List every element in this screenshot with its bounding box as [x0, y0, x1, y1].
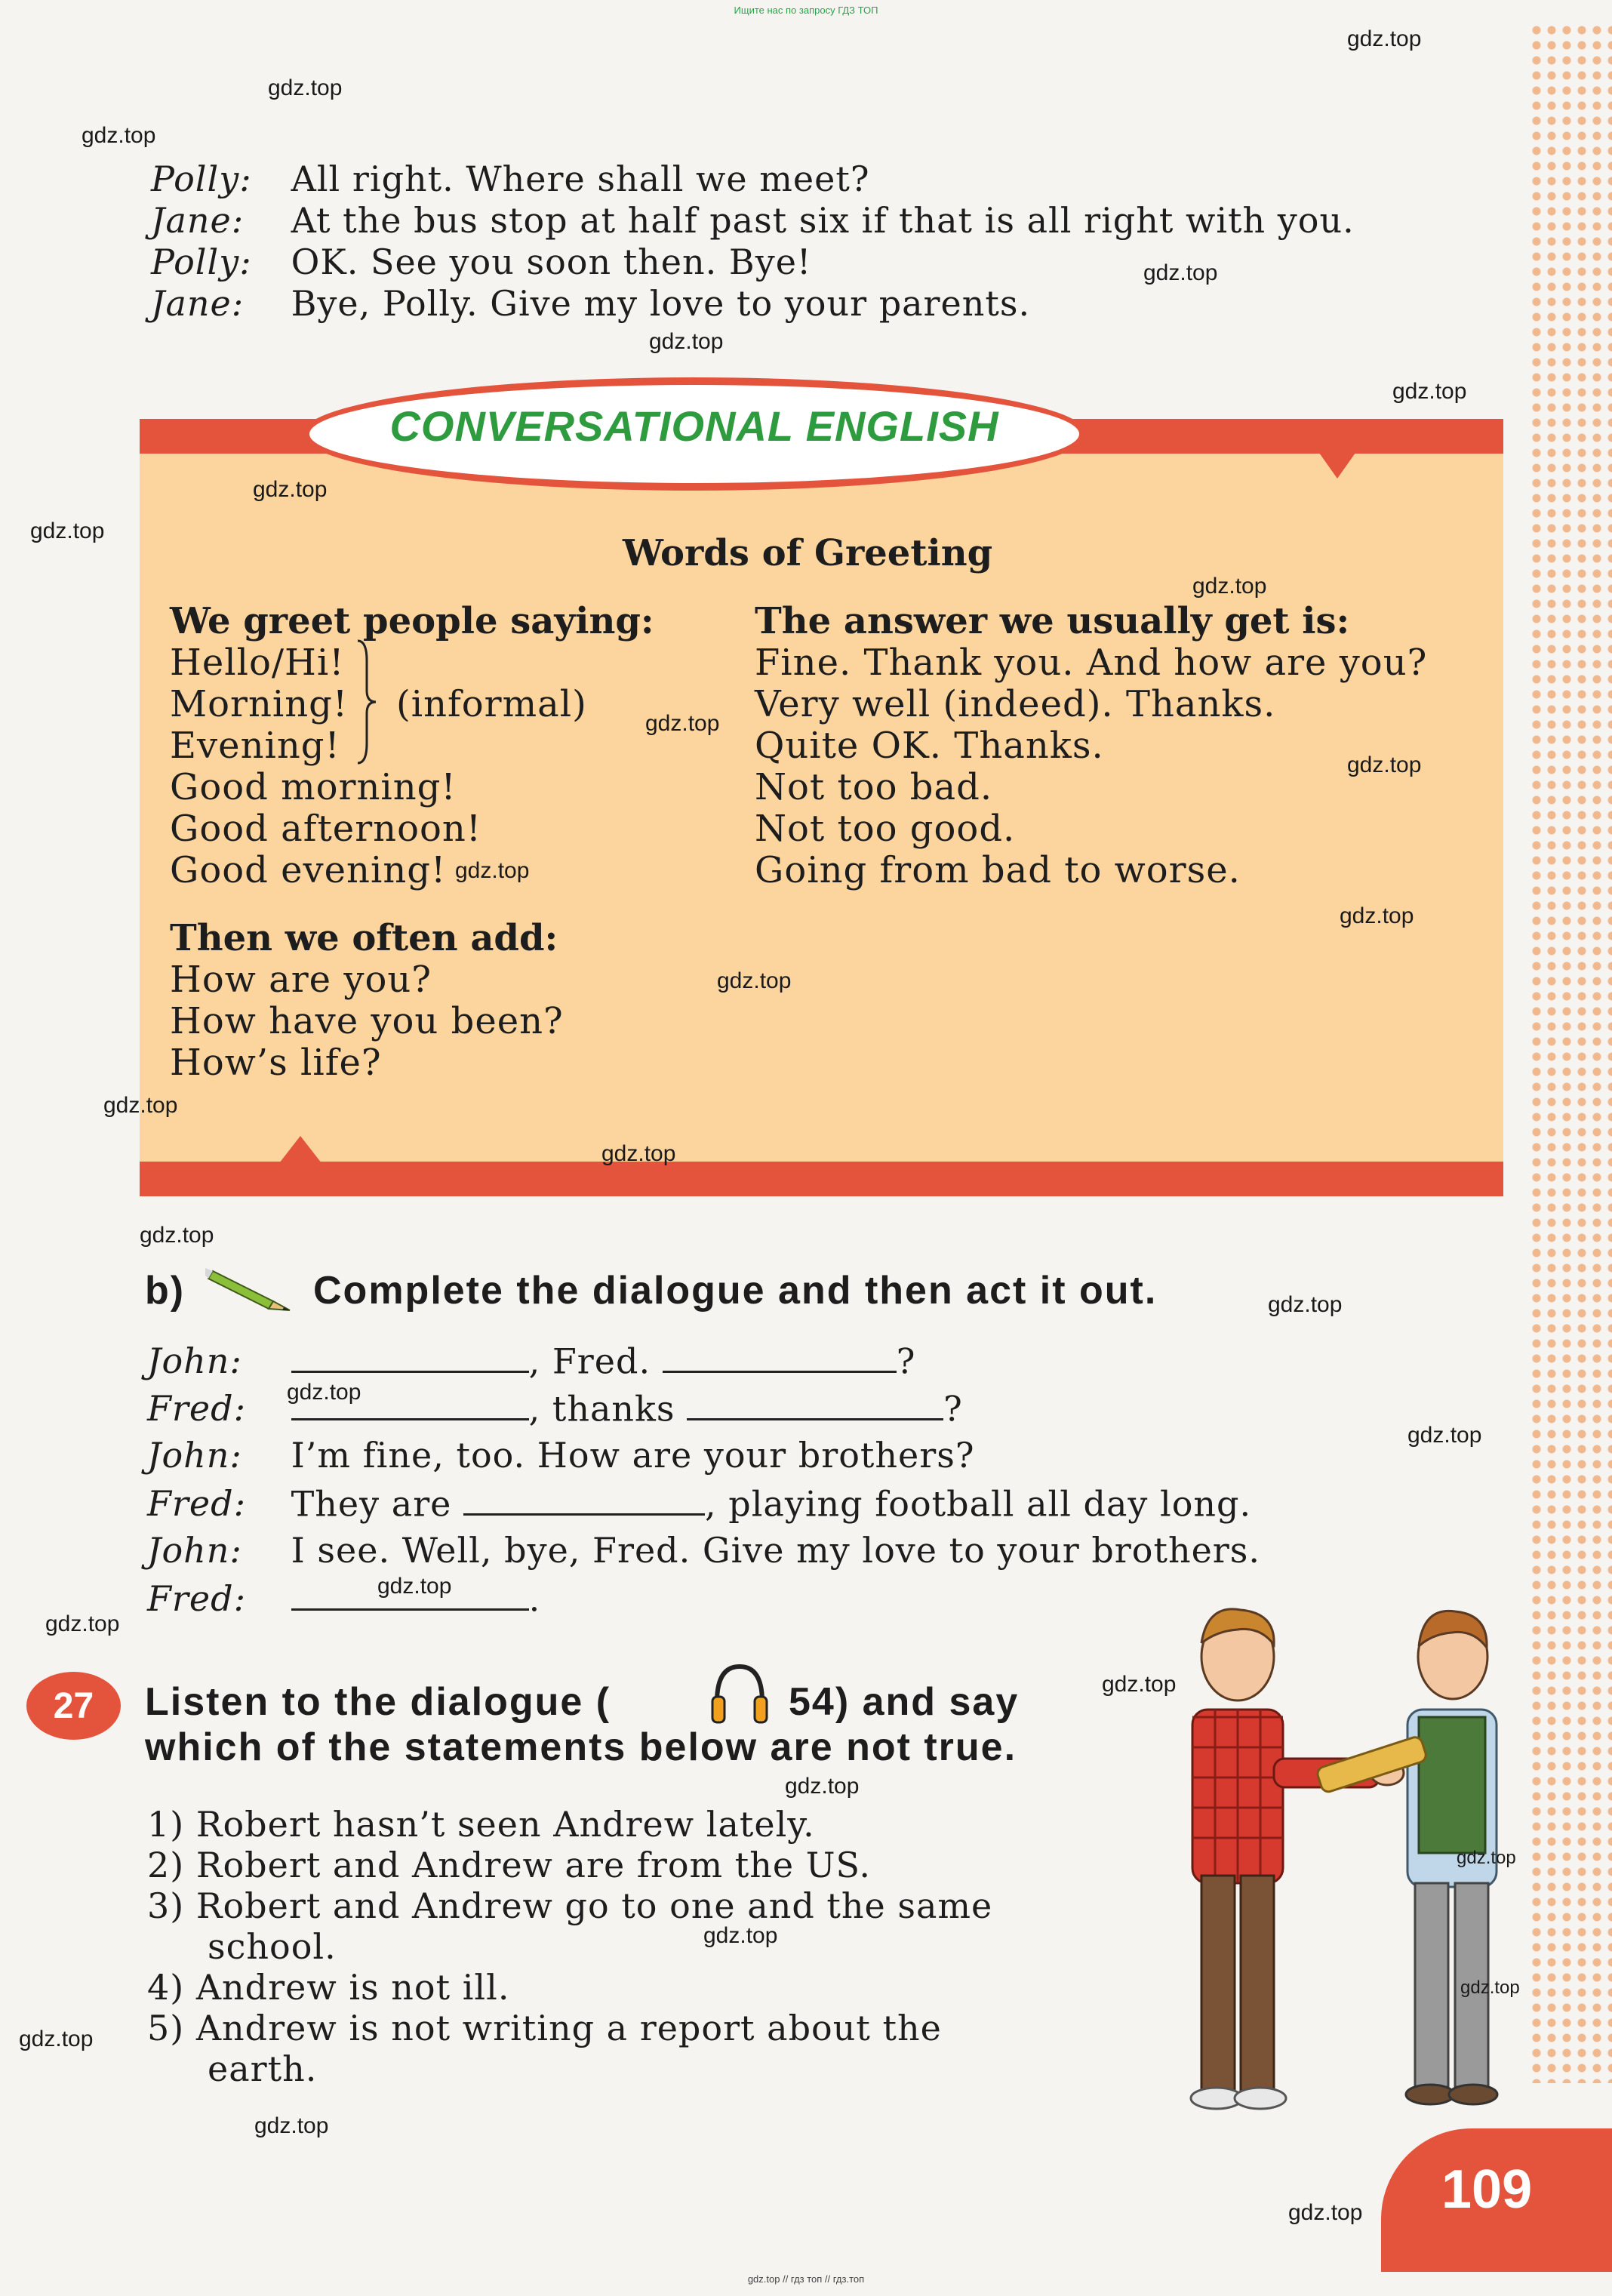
speaker: Polly:	[151, 159, 252, 199]
watermark: gdz.top	[253, 477, 328, 502]
answer-blank[interactable]	[463, 1482, 705, 1516]
watermark: gdz.top	[785, 1774, 860, 1799]
watermark: gdz.top	[82, 123, 156, 148]
dialogue-line: Fred: .	[147, 1578, 541, 1620]
greeting-item: Good morning!	[170, 766, 457, 808]
answer-item: Quite OK. Thanks.	[755, 725, 1104, 767]
watermark: gdz.top	[1460, 1977, 1520, 1998]
dot-pattern	[1529, 23, 1612, 2083]
exercise-number-badge: 27	[26, 1672, 121, 1740]
statement: 5) Andrew is not writing a report about the	[147, 2008, 942, 2048]
bottom-note: gdz.top // гдз топ // гдз.топ	[747, 2273, 865, 2285]
dialogue-line: Polly: OK. See you soon then. Bye!	[151, 242, 812, 282]
add-item: How’s life?	[170, 1042, 382, 1084]
speaker: Polly:	[151, 242, 252, 282]
dialogue-line: John: I’m fine, too. How are your brothers?	[147, 1435, 975, 1476]
top-note: Ищите нас по запросу ГДЗ ТОП	[734, 5, 878, 16]
watermark: gdz.top	[1340, 903, 1414, 928]
answer-blank[interactable]	[663, 1340, 897, 1373]
watermark: gdz.top	[1143, 260, 1218, 285]
dialogue-line: Jane: At the bus stop at half past six if that is all right with you.	[151, 200, 1355, 241]
watermark: gdz.top	[1392, 379, 1467, 404]
answer-blank[interactable]	[291, 1340, 529, 1373]
watermark: gdz.top	[45, 1611, 120, 1636]
right-heading: The answer we usually get is:	[755, 600, 1350, 642]
speaker: Jane:	[151, 283, 245, 324]
watermark: gdz.top	[717, 968, 792, 993]
watermark: gdz.top	[1407, 1423, 1482, 1448]
watermark: gdz.top	[30, 519, 105, 543]
watermark: gdz.top	[455, 858, 530, 883]
statement-continued: school.	[208, 1926, 337, 1967]
dialogue-line: Fred: They are , playing football all day long.	[147, 1483, 1252, 1525]
statement: 1) Robert hasn’t seen Andrew lately.	[147, 1804, 815, 1845]
watermark: gdz.top	[1457, 1848, 1516, 1868]
headphones-icon	[709, 1660, 770, 1728]
dialogue-line: Polly: All right. Where shall we meet?	[151, 159, 870, 199]
watermark: gdz.top	[1347, 26, 1422, 51]
answer-item: Not too bad.	[755, 766, 993, 808]
banner-title: CONVERSATIONAL ENGLISH	[389, 402, 999, 450]
exercise-title-part: Listen to the dialogue (	[145, 1680, 611, 1724]
watermark: gdz.top	[254, 2113, 329, 2138]
watermark: gdz.top	[1288, 2200, 1363, 2225]
greeting-item: Good afternoon!	[170, 808, 482, 850]
watermark: gdz.top	[703, 1923, 778, 1948]
statement: 3) Robert and Andrew go to one and the same	[147, 1885, 993, 1926]
section-b-title: Complete the dialogue and then act it out.	[313, 1269, 1158, 1313]
panel-heading: Words of Greeting	[623, 532, 993, 574]
statement: 4) Andrew is not ill.	[147, 1967, 510, 2008]
banner-pointer	[1319, 453, 1355, 479]
watermark: gdz.top	[377, 1574, 452, 1599]
watermark: gdz.top	[645, 711, 720, 736]
add-heading: Then we often add:	[170, 917, 558, 959]
brace-icon	[355, 638, 377, 766]
greeting-item: Hello/Hi!	[170, 642, 345, 684]
watermark: gdz.top	[287, 1380, 361, 1405]
informal-note: (informal)	[396, 683, 587, 725]
answer-item: Going from bad to worse.	[755, 849, 1241, 891]
answer-item: Not too good.	[755, 808, 1016, 850]
section-b-label: b)	[145, 1269, 186, 1313]
greeting-item: Morning!	[170, 683, 349, 725]
watermark: gdz.top	[649, 329, 724, 354]
answer-blank[interactable]	[687, 1387, 943, 1420]
pencil-icon	[205, 1262, 296, 1315]
speaker: Jane:	[151, 200, 245, 241]
watermark: gdz.top	[1102, 1672, 1177, 1697]
panel-pointer	[279, 1136, 321, 1163]
left-heading: We greet people saying:	[170, 600, 654, 642]
dialogue-line: Jane: Bye, Polly. Give my love to your parents.	[151, 283, 1031, 324]
watermark: gdz.top	[1347, 753, 1422, 777]
dialogue-line: Fred: , thanks ?	[147, 1388, 963, 1430]
exercise-title-part: 54) and say	[789, 1680, 1020, 1724]
greeting-item: Evening!	[170, 725, 340, 767]
answer-item: Very well (indeed). Thanks.	[755, 683, 1276, 725]
statement: 2) Robert and Andrew are from the US.	[147, 1845, 871, 1885]
page-number: 109	[1441, 2159, 1533, 2220]
watermark: gdz.top	[268, 75, 343, 100]
dialogue-line: John: , Fred. ?	[147, 1340, 916, 1382]
watermark: gdz.top	[19, 2027, 94, 2051]
statement-continued: earth.	[208, 2048, 318, 2089]
add-item: How have you been?	[170, 1000, 564, 1042]
dialogue-line: John: I see. Well, bye, Fred. Give my love to your brothers.	[147, 1530, 1261, 1571]
add-item: How are you?	[170, 959, 432, 1001]
answer-item: Fine. Thank you. And how are you?	[755, 642, 1428, 684]
exercise-title: which of the statements below are not true.	[145, 1725, 1017, 1769]
watermark: gdz.top	[601, 1141, 676, 1166]
greeting-item: Good evening!	[170, 849, 447, 891]
watermark: gdz.top	[140, 1223, 214, 1248]
watermark: gdz.top	[103, 1093, 178, 1118]
watermark: gdz.top	[1192, 574, 1267, 599]
watermark: gdz.top	[1268, 1292, 1343, 1317]
